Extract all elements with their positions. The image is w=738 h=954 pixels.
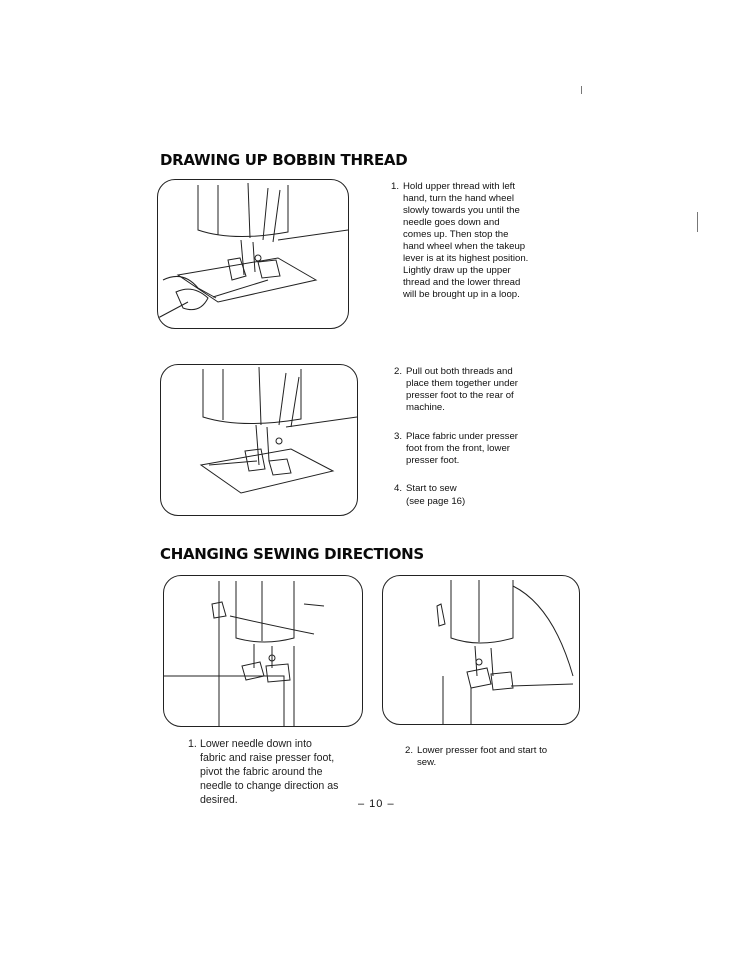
step-text: Start to sew [406,483,457,494]
step-number: 2. [405,745,414,756]
step-number: 4. [394,483,403,494]
step-4-instructions [394,483,532,495]
step-text: Hold upper thread with left hand, turn the hand wheel slowly towards you until the needle goes down and comes up. Then stop the hand wheel when the takeup lever is at its highest position. Lightly draw up the upper thread and the lower thread will be brought up in a loop. [403,181,529,300]
sewing-machine-hand-thread-illustration [158,180,348,328]
step-text: Lower needle down into fabric and raise presser foot, pivot the fabric around the needle to change direction as desired. [200,738,339,806]
section-title-changing-sewing-directions: CHANGING SEWING DIRECTIONS [160,545,424,563]
step-3-instructions [394,431,532,467]
step-text: Lower presser foot and start to sew. [417,745,548,768]
sewing-machine-pivot-illustration [164,576,362,726]
scan-mark [581,86,582,94]
step-number: 3. [394,431,403,442]
illustration-pivot-fabric [163,575,363,727]
step-2-instructions [394,366,532,414]
section-title-drawing-up-bobbin-thread: DRAWING UP BOBBIN THREAD [160,151,408,169]
step-text: Place fabric under presser foot from the front, lower presser foot. [406,431,518,466]
step-number: 1. [188,738,197,750]
step-text: Pull out both threads and place them together under presser foot to the rear of machine. [406,366,519,413]
step-number: 1. [391,181,400,192]
sewing-machine-presser-foot-illustration [161,365,357,515]
illustration-lower-presser-foot [382,575,580,725]
change-direction-step-1 [188,737,340,807]
change-direction-step-2 [405,745,563,769]
step-4-page-reference: (see page 16) [406,496,466,507]
scan-mark [697,212,698,232]
illustration-drawing-up-thread [157,179,349,329]
sewing-machine-lower-foot-illustration [383,576,579,724]
step-1-instructions [391,181,529,301]
step-number: 2. [394,366,403,377]
illustration-threads-under-foot [160,364,358,516]
page-number: – 10 – [358,798,395,810]
